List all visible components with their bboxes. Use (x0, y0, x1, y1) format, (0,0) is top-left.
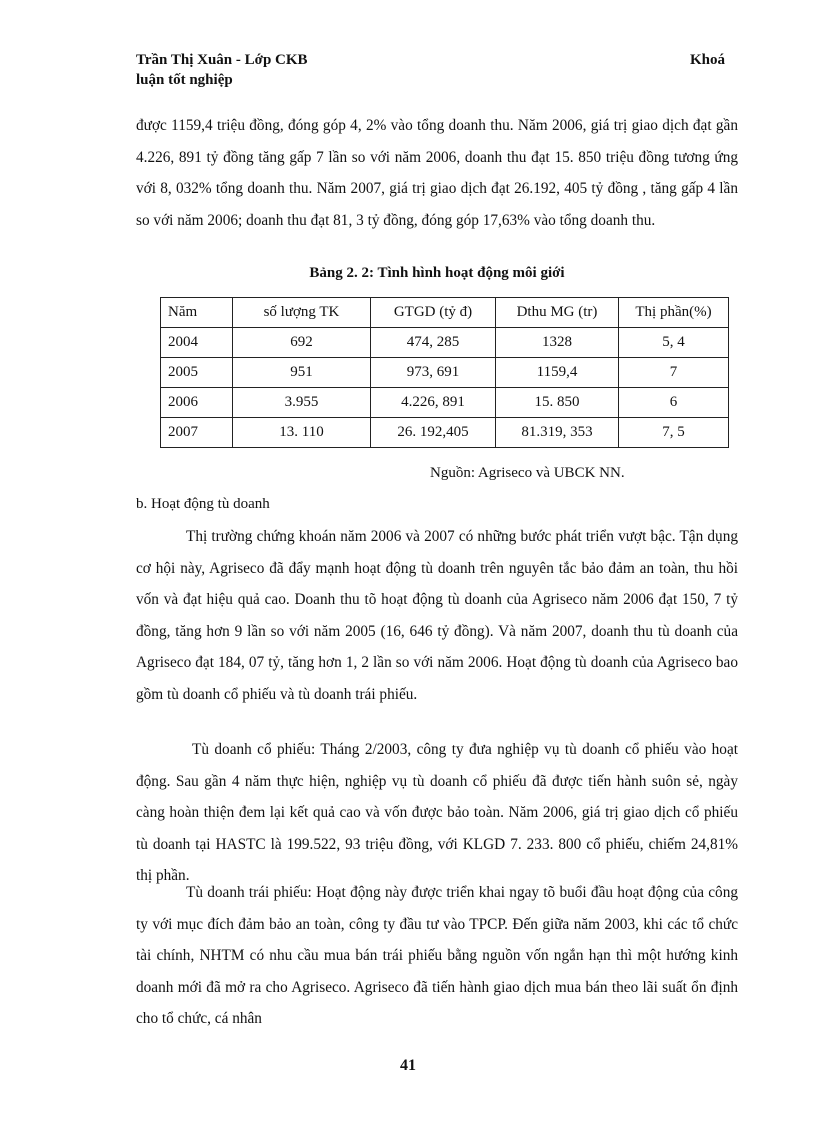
section-b-paragraph-2: Tù doanh cổ phiếu: Tháng 2/2003, công ty đưa nghiệp vụ tù doanh cổ phiếu vào hoạt động. Sau gần 4 năm thực hiện, nghiệp vụ tù doanh cổ phiếu đã được tiến hành suôn sẻ, ngày càng hoàn thiện đem lại kết quả cao và vốn được bảo toàn. Năm 2006, giá trị giao dịch cổ phiếu tù doanh tại HASTC là 199.522, 93 triệu đồng, với KLGD 7. 233. 800 cổ phiếu, chiếm 24,81% thị phần. (136, 741, 738, 884)
table-cell: 26. 192,405 (371, 418, 496, 448)
table-header-cell: GTGD (tỷ đ) (371, 298, 496, 328)
section-b-paragraph-1: Thị trường chứng khoán năm 2006 và 2007 có những bước phát triển vượt bậc. Tận dụng cơ hội này, Agriseco đã đẩy mạnh hoạt động tù doanh trên nguyên tắc bảo đảm an toàn, thu hồi vốn và đạt hiệu quả cao. Doanh thu tõ hoạt động tù doanh của Agriseco năm 2006 đạt 150, 7 tỷ đồng, tăng hơn 9 lần so với năm 2005 (16, 646 tỷ đồng). Và năm 2007, doanh thu tù doanh của Agriseco đạt 184, 07 tỷ, tăng hơn 1, 2 lần so với năm 2006. Hoạt động tù doanh của Agriseco bao gồm tù doanh cổ phiếu và tù doanh trái phiếu. (136, 528, 738, 703)
table-cell: 474, 285 (371, 328, 496, 358)
table-cell: 2004 (161, 328, 233, 358)
table-cell: 7 (619, 358, 729, 388)
table-cell: 973, 691 (371, 358, 496, 388)
brokerage-table (160, 297, 729, 448)
table-cell: 3.955 (233, 388, 371, 418)
table-cell: 13. 110 (233, 418, 371, 448)
table-row (161, 388, 729, 418)
table-cell: 1159,4 (496, 358, 619, 388)
section-b-heading: b. Hoạt động tù doanh (136, 496, 270, 512)
table-cell: 15. 850 (496, 388, 619, 418)
table-cell: 2006 (161, 388, 233, 418)
page-number: 41 (400, 1057, 416, 1074)
table-cell: 692 (233, 328, 371, 358)
table-cell: 5, 4 (619, 328, 729, 358)
table-header-cell: Dthu MG (tr) (496, 298, 619, 328)
page-header-right: Khoá (690, 52, 726, 68)
header-subtitle-line: luận tốt nghiệp (136, 72, 233, 88)
table-row (161, 358, 729, 388)
table-cell: 7, 5 (619, 418, 729, 448)
intro-paragraph: được 1159,4 triệu đồng, đóng góp 4, 2% vào tổng doanh thu. Năm 2006, giá trị giao dịch đạt gần 4.226, 891 tỷ đồng tăng gấp 7 lần so với năm 2006, doanh thu đạt 15. 850 triệu đồng tương ứng với 8, 032% tổng doanh thu. Năm 2007, giá trị giao dịch đạt 26.192, 405 tỷ đồng , tăng gấp 4 lần so với năm 2006; doanh thu đạt 81, 3 tỷ đồng, đóng góp 17,63% vào tổng doanh thu. (136, 117, 738, 229)
table-cell: 1328 (496, 328, 619, 358)
section-b-paragraph-3: Tù doanh trái phiếu: Hoạt động này được triển khai ngay tõ buổi đầu hoạt động của công ty với mục đích đảm bảo an toàn, công ty đầu tư vào TPCP. Đến giữa năm 2003, khi các tổ chức tài chính, NHTM có nhu cầu mua bán trái phiếu bằng nguồn vốn ngắn hạn thì một hướng kinh doanh mới đã mở ra cho Agriseco. Agriseco đã tiến hành giao dịch mua bán theo lãi suất ổn định cho tổ chức, cá nhân (136, 884, 738, 1027)
table-header-cell: Năm (161, 298, 233, 328)
table-source-note: Nguồn: Agriseco và UBCK NN. (430, 465, 625, 481)
page-header-left (136, 50, 308, 90)
table-row (161, 418, 729, 448)
table-cell: 2005 (161, 358, 233, 388)
table-cell: 81.319, 353 (496, 418, 619, 448)
header-author-line: Trần Thị Xuân - Lớp CKB (136, 52, 308, 68)
table-row (161, 328, 729, 358)
table-cell: 6 (619, 388, 729, 418)
table-cell: 951 (233, 358, 371, 388)
table-header-cell: số lượng TK (233, 298, 371, 328)
table-cell: 4.226, 891 (371, 388, 496, 418)
table-caption: Bảng 2. 2: Tình hình hoạt động môi giới (309, 265, 565, 281)
table-cell: 2007 (161, 418, 233, 448)
table-header-cell: Thị phần(%) (619, 298, 729, 328)
table-header-row (161, 298, 729, 328)
